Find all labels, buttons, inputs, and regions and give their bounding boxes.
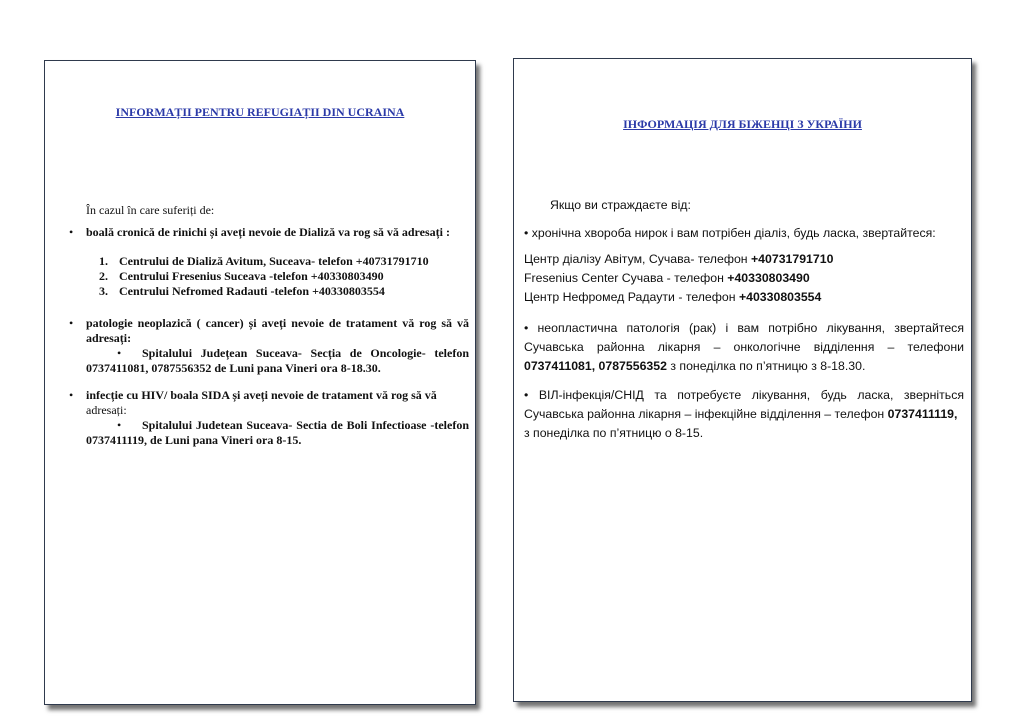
list-item: 2. Centrului Fresenius Suceava -telefon +40330803490 [99, 269, 384, 283]
list-item: Центр діалізу Авітум, Сучава- телефон +40731791710 [524, 252, 834, 266]
list-item: 1. Centrului de Dializă Avitum, Suceava- telefon +40731791710 [99, 254, 429, 268]
hiv-contact-ro: Spitalului Judetean Suceava- Sectia de Boli Infectioase -telefon 0737411119, de Luni pana Vineri ora 8-15. [86, 418, 469, 447]
section-hiv-ro: infecție cu HIV/ boala SIDA și aveți nevoie de tratament vă rog să vă adresați: [86, 388, 437, 417]
intro-ro: În cazul în care suferiți de: [86, 203, 215, 217]
page-title-ua: ІНФОРМАЦІЯ ДЛЯ БІЖЕНЦІ З УКРАЇНИ [623, 117, 862, 131]
section-hiv-ua: • ВІЛ-інфекція/СНІД та потребуєте лікування, будь ласка, зверніться Сучавська районна лікарня – інфекційне відділення – телефон 0737411119, з понеділка по п’ятницю о 8-15. [524, 388, 964, 440]
list-item: Fresenius Center Сучава - телефон +40330803490 [524, 271, 810, 285]
page-title-ro: INFORMAȚII PENTRU REFUGIAȚII DIN UCRAINA [115, 105, 405, 119]
bullet: • [69, 225, 74, 239]
oncology-contact-ro: Spitalului Județean Suceava- Secția de Oncologie- telefon 0737411081, 0787556352 de Luni pana Vineri ora 8-18.30. [86, 346, 469, 375]
bullet: • [69, 388, 74, 402]
bullet: • [69, 316, 74, 330]
dialysis-centers-ua [524, 250, 833, 307]
dialysis-centers-list-ro [99, 254, 429, 299]
section-dialysis-ua: • хронічна хвороба нирок і вам потрібен діаліз, будь ласка, звертайтеся: [524, 226, 936, 240]
bullet: • [117, 346, 122, 360]
romanian-page [44, 60, 476, 705]
ukrainian-page [513, 58, 972, 702]
section-oncology-ua: • неопластична патологія (рак) і вам потрібно лікування, звертайтеся Сучавська районна лікарня – онкологічне відділення – телефони 0737411081, 0787556352 з понеділка по п’ятницю з 8-18.30. [524, 321, 964, 373]
intro-ua: Якщо ви страждаєте від: [550, 198, 691, 212]
list-item: 3. Centrului Nefromed Radauti -telefon +40330803554 [99, 284, 385, 298]
bullet: • [117, 418, 122, 432]
section-oncology-ro: patologie neoplazică ( cancer) și aveți nevoie de tratament vă rog să vă adresați: [86, 316, 469, 345]
list-item: Центр Нефромед Радаути - телефон +40330803554 [524, 290, 822, 304]
section-dialysis-ro: boală cronică de rinichi și aveți nevoie de Dializă va rog să vă adresați : [86, 225, 450, 239]
